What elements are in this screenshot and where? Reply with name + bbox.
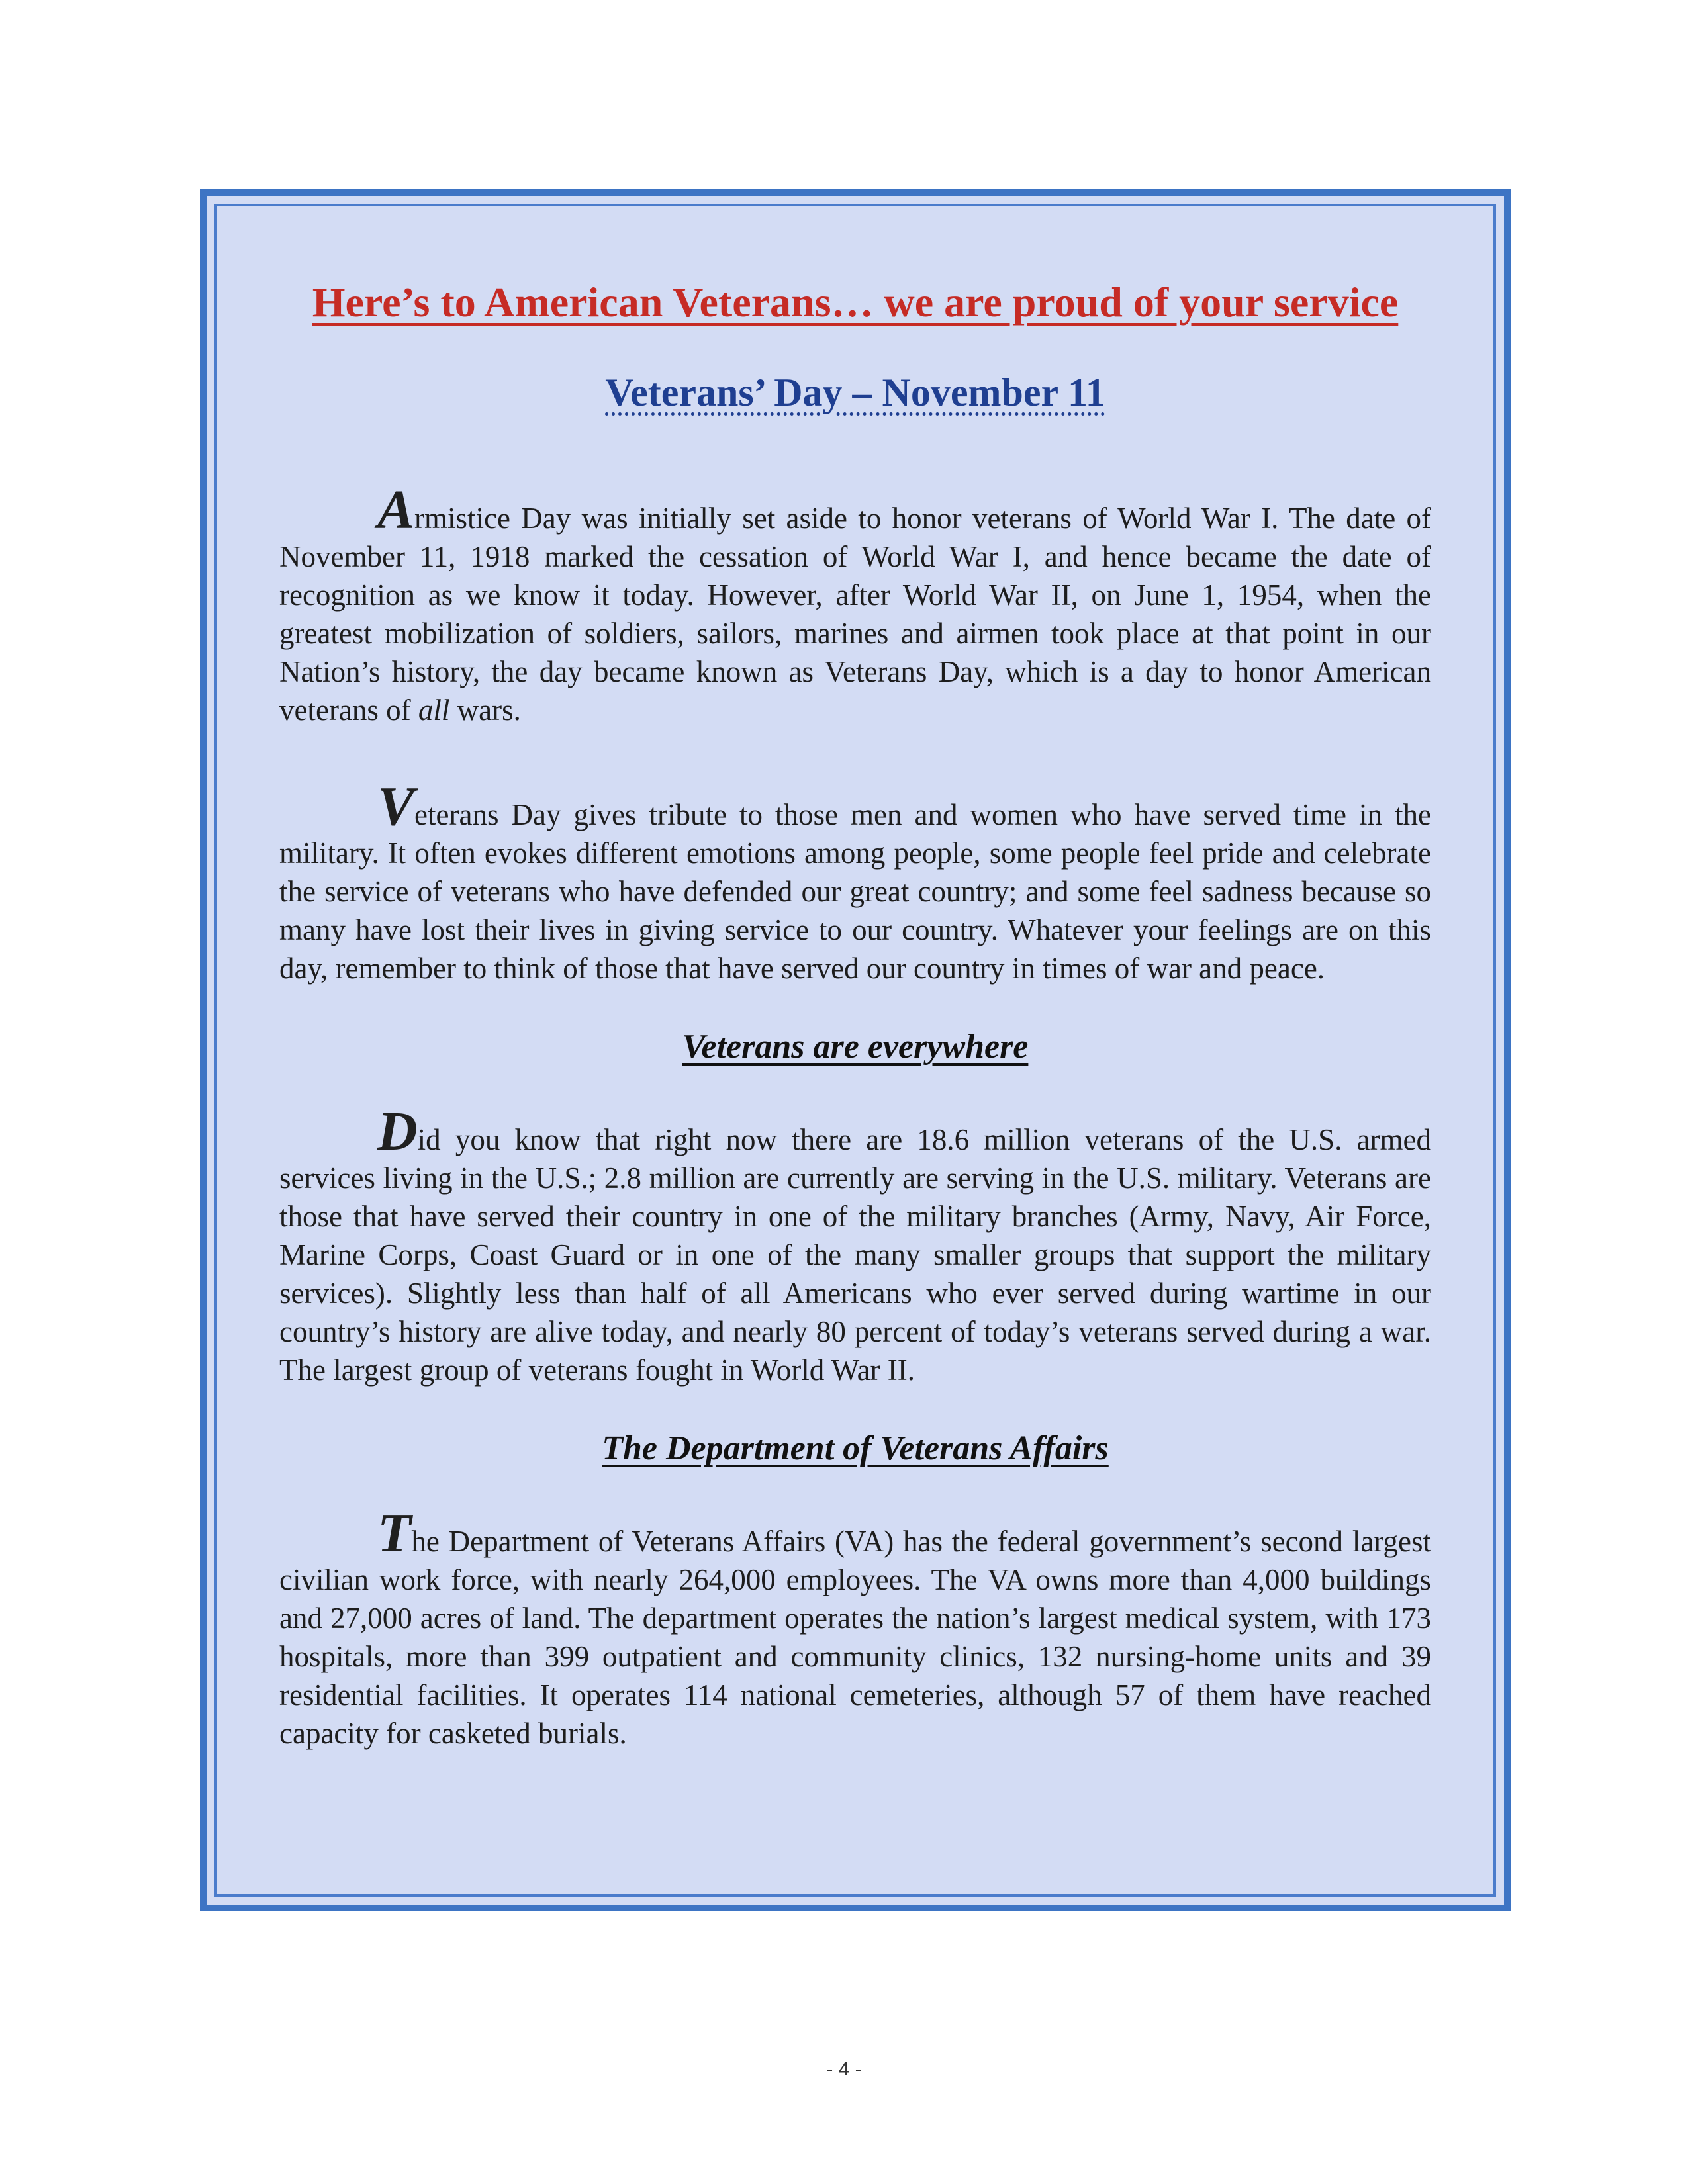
italic-word: all: [418, 694, 450, 727]
main-title: Here’s to American Veterans… we are proud of your service: [312, 279, 1399, 326]
drop-cap: V: [377, 776, 415, 838]
panel-content: [279, 279, 1431, 1752]
paragraph-text: eterans Day gives tribute to those men and women who have served time in the military. It often evokes different emotions among people, some people feel pride and celebrate the service of veterans who have defended our great country; and some feel sadness because so many have lost their lives in giving service to our country. Whatever your feelings are on this day, remember to think of those that have served our country in times of war and peace.: [279, 798, 1431, 985]
paragraph-text: id you know that right now there are 18.6 million veterans of the U.S. armed services living in the U.S.; 2.8 million are currently are serving in the U.S. military. Veterans are those that have served their country in one of the military branches (Army, Navy, Air Force, Marine Corps, Coast Guard or in one of the many smaller groups that support the military services). Slightly less than half of all Americans who ever served during wartime in our country’s history are alive today, and nearly 80 percent of today’s veterans served during a war. The largest group of veterans fought in World War II.: [279, 1123, 1431, 1387]
paragraph-armistice: [279, 479, 1431, 729]
paragraph-tribute: [279, 776, 1431, 987]
paragraph-text: he Department of Veterans Affairs (VA) has the federal government’s second largest civilian work force, with nearly 264,000 employees. The VA owns more than 4,000 buildings and 27,000 acres of land. The department operates the nation’s largest medical system, with 173 hospitals, more than 399 outpatient and community clinics, 132 nursing-home units and 39 residential facilities. It operates 114 national cemeteries, although 57 of them have reached capacity for casketed burials.: [279, 1525, 1431, 1751]
paragraph-statistics: [279, 1101, 1431, 1389]
bordered-panel: [200, 189, 1511, 1911]
heading-department: The Department of Veterans Affairs: [602, 1430, 1109, 1468]
paragraph-text: rmistice Day was initially set aside to honor veterans of World War I. The date of November 11, 1918 marked the cessation of World War I, and hence became the date of recognition as we know it today. However, after World War II, on June 1, 1954, when the greatest mobilization of soldiers, sailors, marines and airmen took place at that point in our Nation’s history, the day became known as Veterans Day, which is a day to honor American veterans of: [279, 502, 1431, 727]
sub-title: Veterans’ Day – November 11: [605, 371, 1105, 415]
drop-cap: A: [377, 479, 415, 541]
drop-cap: T: [377, 1502, 412, 1565]
paragraph-department: [279, 1502, 1431, 1752]
heading-veterans-everywhere: Veterans are everywhere: [682, 1028, 1029, 1066]
drop-cap: D: [377, 1101, 418, 1163]
paragraph-text-end: wars.: [449, 694, 521, 727]
page-number: - 4 -: [826, 2058, 862, 2080]
